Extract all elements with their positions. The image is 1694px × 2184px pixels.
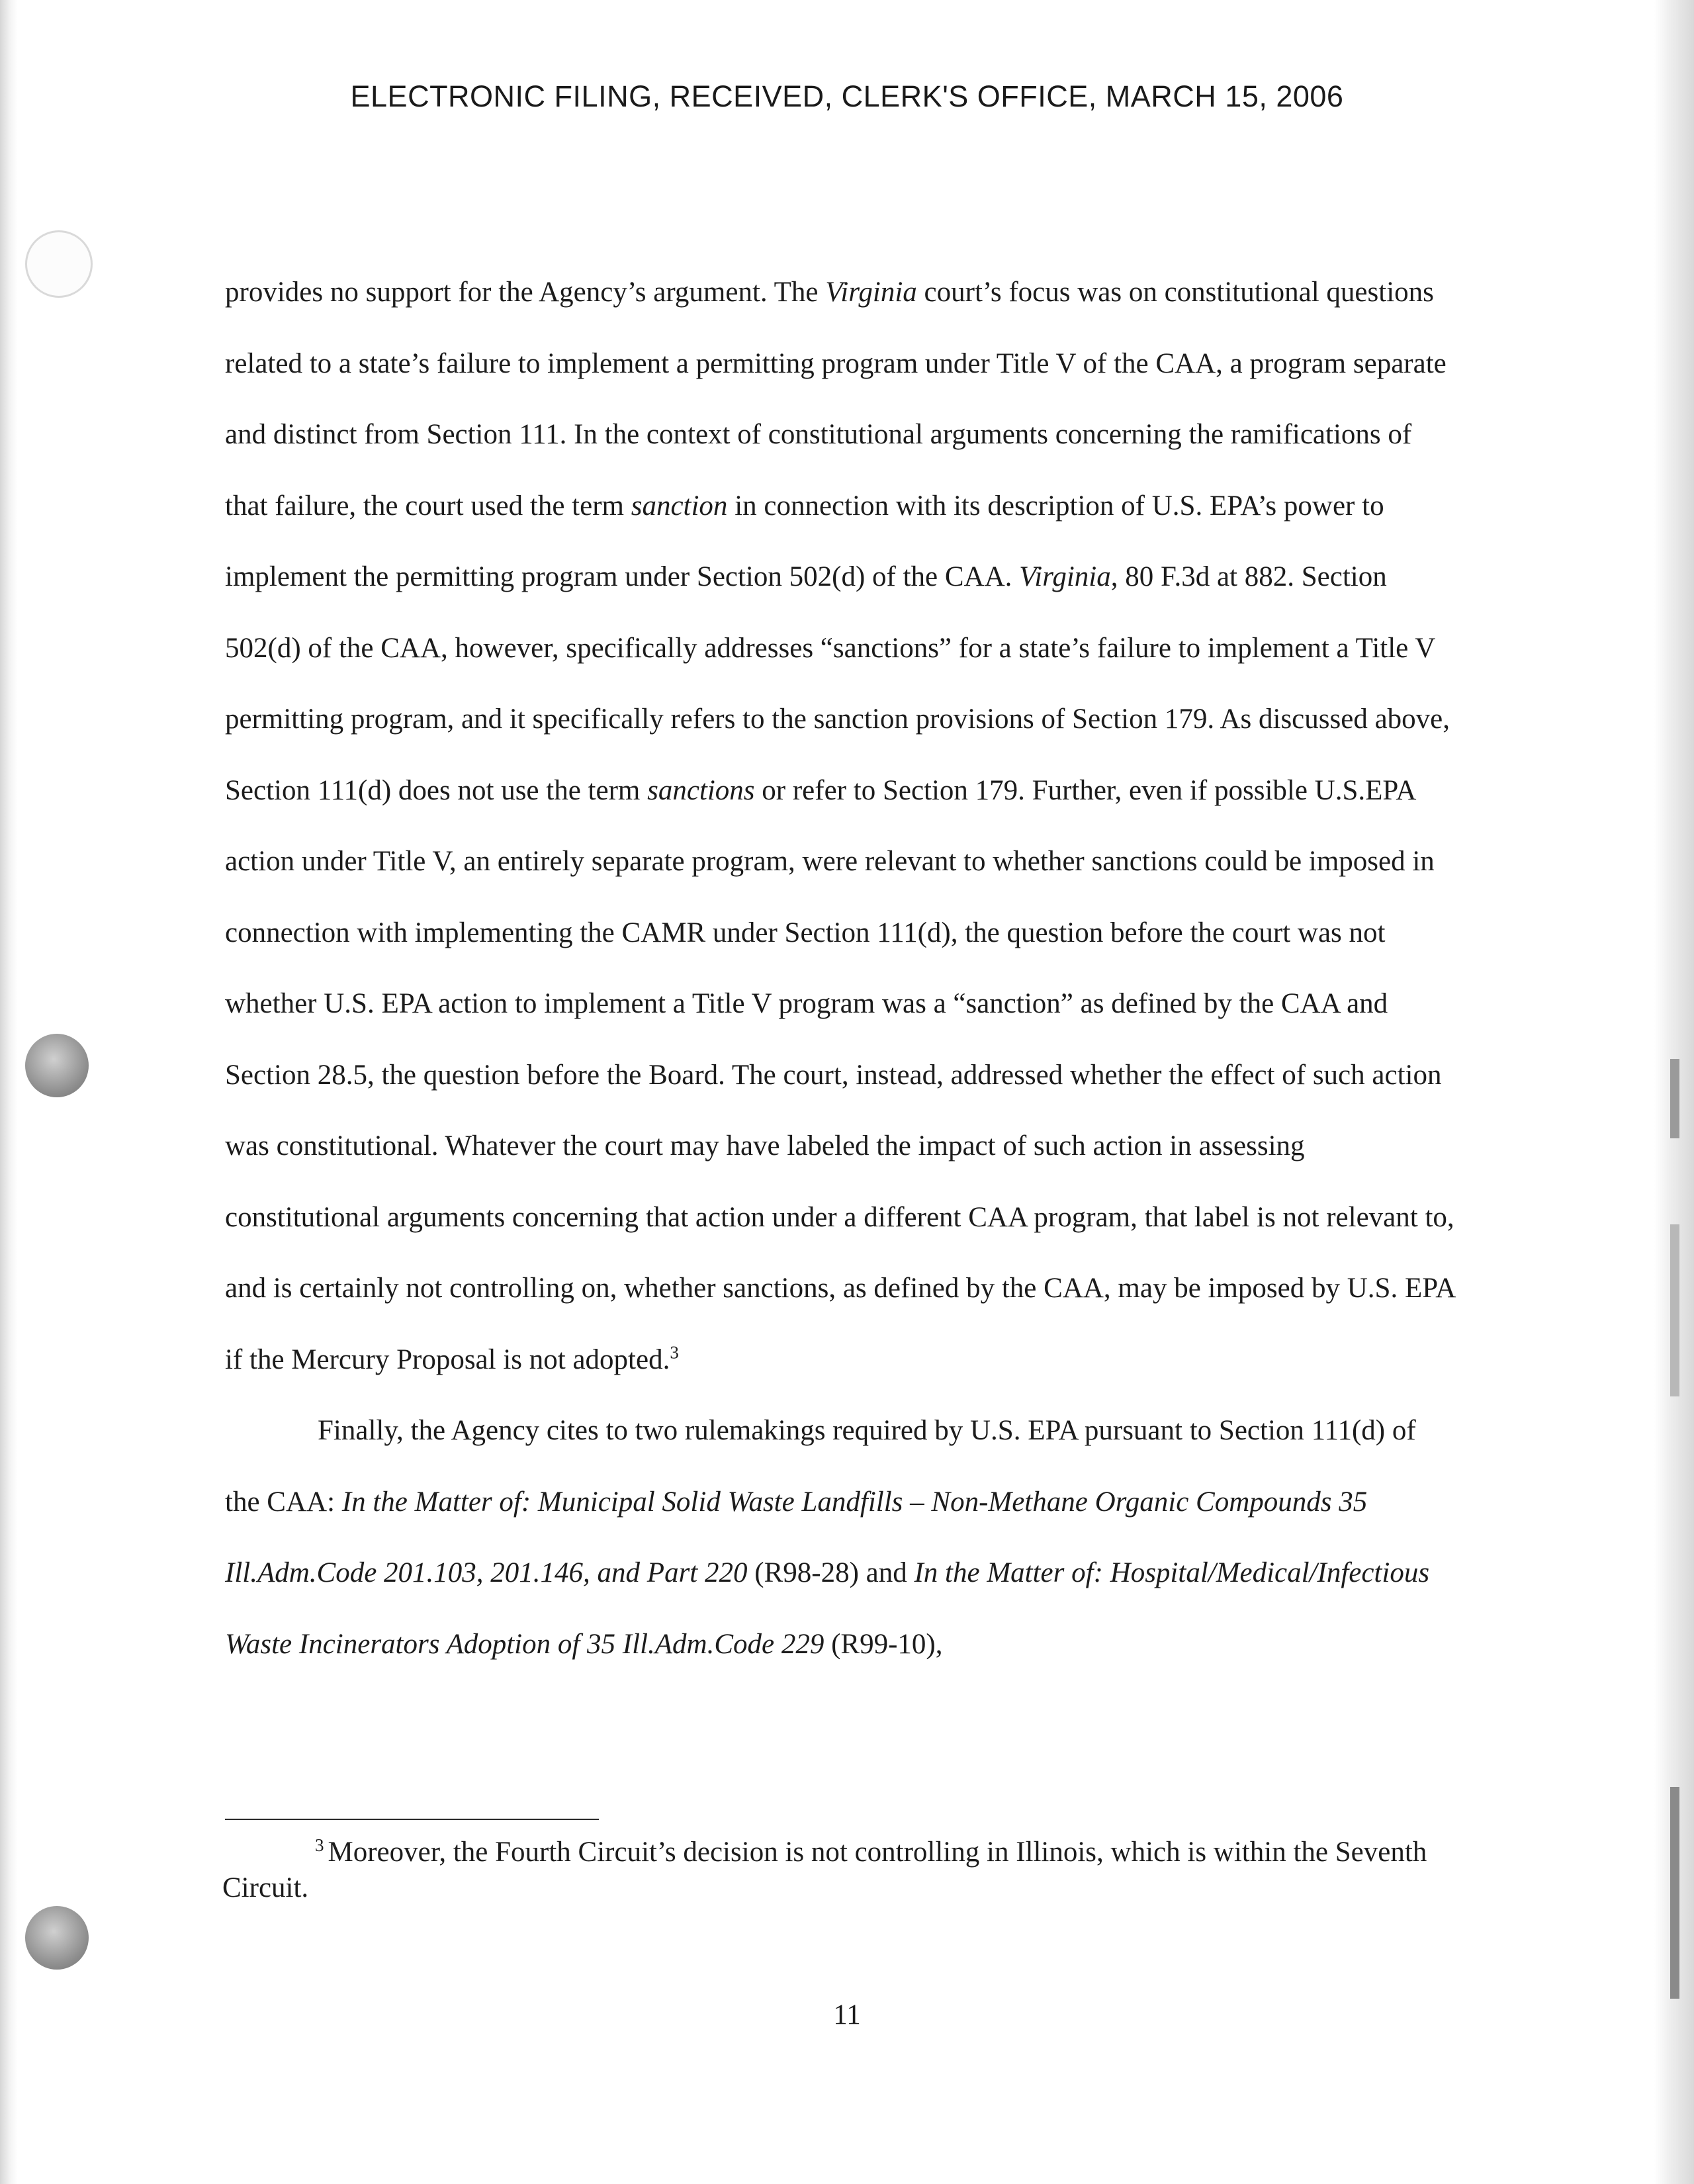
text-run: or refer to Section 179. Further, even if possible U.S.EPA action under Title V, an entirely separate program, were relevant to whether sanctions could be imposed in connection with implementing the CAMR under Section 111(d), the question before the court was not whether U.S. EPA action to implement a Title V program was a “sanction” as defined by the CAA and Section 28.5, the question before the Board. The court, instead, addressed whether the effect of such action was constitutional. Whatever the court may have labeled the impact of such action in assessing constitutional arguments concerning that action under a different CAA program, that label is not relevant to, and is certainly not controlling on, whether sanctions, as defined by the CAA, may be imposed by U.S. EPA if the Mercury Proposal is not adopted. [225,774,1454,1375]
page-number: 11 [833,1999,861,2030]
scan-edge-left [0,0,17,2184]
case-title-incinerators: In the Matter of: Hospital/Medical/Infectious Waste Incinerators Adoption of 35 Ill.Adm.Code 229 [225,1557,1430,1660]
punch-hole-icon [25,1906,89,1970]
text-run: (R98-28) and [747,1557,914,1588]
scan-shadow-band [1670,1787,1679,1999]
text-run: , 80 F.3d at 882. Section 502(d) of the CAA, however, specifically addresses “sanctions” for a state’s failure to implement a Title V permitting program, and it specifically refers to the sanction provisions of Section 179. As discussed above, Section 111(d) does not use the term [225,561,1450,806]
term-sanctions: sanctions [647,774,755,806]
punch-hole-icon [25,230,93,298]
footnote-number: 3 [315,1835,324,1855]
paragraph-rulemakings [225,1395,1456,1680]
case-title-landfills: In the Matter of: Municipal Solid Waste Landfills – Non-Methane Organic Compounds 35 Ill.Adm.Code 201.103, 201.146, and Part 220 [225,1486,1368,1588]
term-sanction: sanction [631,490,728,522]
text-run: (R99-10), [824,1628,943,1660]
scan-shadow-band [1670,1059,1679,1138]
text-run: provides no support for the Agency’s argument. The [225,277,826,308]
filing-stamp-header: ELECTRONIC FILING, RECEIVED, CLERK'S OFFICE, MARCH 15, 2006 [350,79,1344,113]
text-run: in connection with its description of U.S. EPA’s power to implement the permitting program under Section 502(d) of the CAA. [225,490,1384,592]
document-body [225,257,1456,1680]
punch-hole-icon [25,1034,89,1097]
footnote [222,1835,1466,1906]
text-run: court’s focus was on constitutional questions related to a state’s failure to implement a permitting program under Title V of the CAA, a program separate and distinct from Section 111. In the context of constitutional arguments concerning the ramifications of that failure, the court used the term [225,277,1447,522]
paragraph-virginia-analysis [225,257,1456,1395]
text-run: Finally, the Agency cites to two rulemakings required by U.S. EPA pursuant to Section 111(d) of the CAA: [225,1415,1416,1518]
scan-shadow-band [1670,1224,1679,1396]
scan-edge-right [1654,0,1694,2184]
footnote-reference: 3 [670,1342,679,1363]
case-name-virginia: Virginia [825,277,917,308]
case-name-virginia: Virginia [1019,561,1111,592]
footnote-text: Moreover, the Fourth Circuit’s decision is not controlling in Illinois, which is within the Seventh Circuit. [222,1837,1427,1903]
footnote-divider [225,1819,599,1820]
